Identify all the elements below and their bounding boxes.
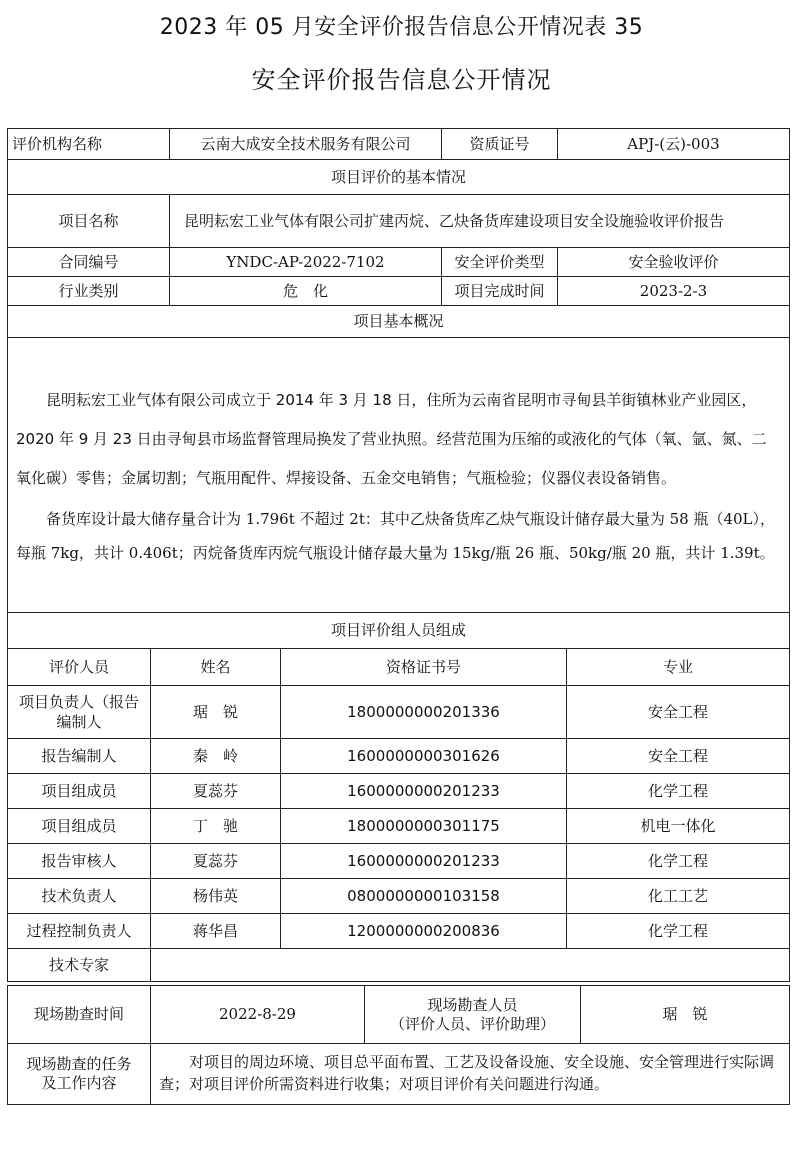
header-major: 专业 <box>567 649 790 686</box>
name-cell: 杨伟英 <box>151 879 281 914</box>
table-row <box>8 686 790 739</box>
role-cell: 项目组成员 <box>8 774 151 809</box>
expert-value <box>151 949 790 982</box>
survey-table <box>7 985 790 1105</box>
major-cell: 化工工艺 <box>567 879 790 914</box>
org-value: 云南大成安全技术服务有限公司 <box>170 129 442 160</box>
basic-section-heading: 项目评价的基本情况 <box>8 160 790 195</box>
cert-cell: 1200000000200836 <box>281 914 567 949</box>
table-row <box>8 809 790 844</box>
survey-task-label-line1: 现场勘查的任务 <box>26 1055 132 1074</box>
cert-label: 资质证号 <box>442 129 558 160</box>
role-cell: 技术负责人 <box>8 879 151 914</box>
cert-cell: 1800000000301175 <box>281 809 567 844</box>
table-row <box>8 844 790 879</box>
name-cell: 蒋华昌 <box>151 914 281 949</box>
overview-paragraph-1: 昆明耘宏工业气体有限公司成立于 2014 年 3 月 18 日，住所为云南省昆明市寻甸县羊街镇林业产业园区，2020 年 9 月 23 日由寻甸县市场监督管理局换发了营业执照。经营范围为压缩的或液化的气体（氧、氩、氮、二氧化碳）零售；金属切割；气瓶用配件、焊接设备、五金交电销售；气瓶检验；仪器仪表设备销售。 <box>16 390 767 487</box>
cert-cell: 1600000000201233 <box>281 774 567 809</box>
name-cell: 琚 锐 <box>151 686 281 739</box>
survey-time-value: 2022-8-29 <box>151 986 365 1044</box>
survey-staff-label <box>365 986 581 1044</box>
survey-time-label: 现场勘查时间 <box>8 986 151 1044</box>
org-label: 评价机构名称 <box>8 129 170 160</box>
industry-value: 危 化 <box>170 277 442 306</box>
survey-task-value <box>151 1044 790 1105</box>
document-title: 2023 年 05 月安全评价报告信息公开情况表 35 <box>159 15 644 40</box>
header-role: 评价人员 <box>8 649 151 686</box>
survey-staff-label-line1: 现场勘查人员 <box>427 995 518 1014</box>
cert-cell: 1600000000201233 <box>281 844 567 879</box>
role-cell: 报告编制人 <box>8 739 151 774</box>
major-cell: 化学工程 <box>567 914 790 949</box>
overview-section-heading: 项目基本概况 <box>8 306 790 338</box>
cert-cell: 0800000000103158 <box>281 879 567 914</box>
name-cell: 夏蕊芬 <box>151 774 281 809</box>
name-cell: 夏蕊芬 <box>151 844 281 879</box>
header-name: 姓名 <box>151 649 281 686</box>
cert-cell: 1600000000301626 <box>281 739 567 774</box>
overview-text <box>8 338 790 613</box>
contract-value: YNDC-AP-2022-7102 <box>170 248 442 277</box>
survey-staff-label-line2: （评价人员、评价助理） <box>389 1014 555 1033</box>
major-cell: 安全工程 <box>567 739 790 774</box>
role-cell: 过程控制负责人 <box>8 914 151 949</box>
basic-info-table <box>7 128 790 613</box>
cert-cell: 1800000000201336 <box>281 686 567 739</box>
completion-value: 2023-2-3 <box>558 277 790 306</box>
document-subtitle: 安全评价报告信息公开情况 <box>251 66 552 94</box>
survey-task-label <box>8 1044 151 1105</box>
table-row <box>8 774 790 809</box>
major-cell: 化学工程 <box>567 844 790 879</box>
table-row <box>8 879 790 914</box>
contract-label: 合同编号 <box>8 248 170 277</box>
expert-label: 技术专家 <box>8 949 151 982</box>
eval-type-value: 安全验收评价 <box>558 248 790 277</box>
name-cell: 丁 驰 <box>151 809 281 844</box>
survey-staff-value: 琚 锐 <box>581 986 790 1044</box>
table-row <box>8 739 790 774</box>
project-name-value: 昆明耘宏工业气体有限公司扩建丙烷、乙炔备货库建设项目安全设施验收评价报告 <box>170 195 790 248</box>
major-cell: 安全工程 <box>567 686 790 739</box>
cert-value: APJ-(云)-003 <box>558 129 790 160</box>
role-cell: 项目负责人（报告编制人 <box>8 686 151 739</box>
name-cell: 秦 岭 <box>151 739 281 774</box>
industry-label: 行业类别 <box>8 277 170 306</box>
completion-label: 项目完成时间 <box>442 277 558 306</box>
survey-task-text: 对项目的周边环境、项目总平面布置、工艺及设备设施、安全设施、安全管理进行实际调查；对项目评价所需资料进行收集；对项目评价有关问题进行沟通。 <box>159 1053 775 1093</box>
role-cell: 项目组成员 <box>8 809 151 844</box>
header-cert: 资格证书号 <box>281 649 567 686</box>
overview-paragraph-2: 备货库设计最大储存量合计为 1.796t 不超过 2t：其中乙炔备货库乙炔气瓶设计储存最大量为 58 瓶（40L），每瓶 7kg，共计 0.406t；丙烷备货库丙烷气瓶设计储存最大量为 15kg/瓶 26 瓶、50kg/瓶 20 瓶，共计 1.39t。 <box>16 509 776 562</box>
team-table <box>7 612 790 982</box>
major-cell: 化学工程 <box>567 774 790 809</box>
table-row <box>8 914 790 949</box>
project-name-label: 项目名称 <box>8 195 170 248</box>
survey-task-label-line2: 及工作内容 <box>41 1074 117 1092</box>
role-cell: 报告审核人 <box>8 844 151 879</box>
major-cell: 机电一体化 <box>567 809 790 844</box>
eval-type-label: 安全评价类型 <box>442 248 558 277</box>
team-section-heading: 项目评价组人员组成 <box>8 613 790 649</box>
